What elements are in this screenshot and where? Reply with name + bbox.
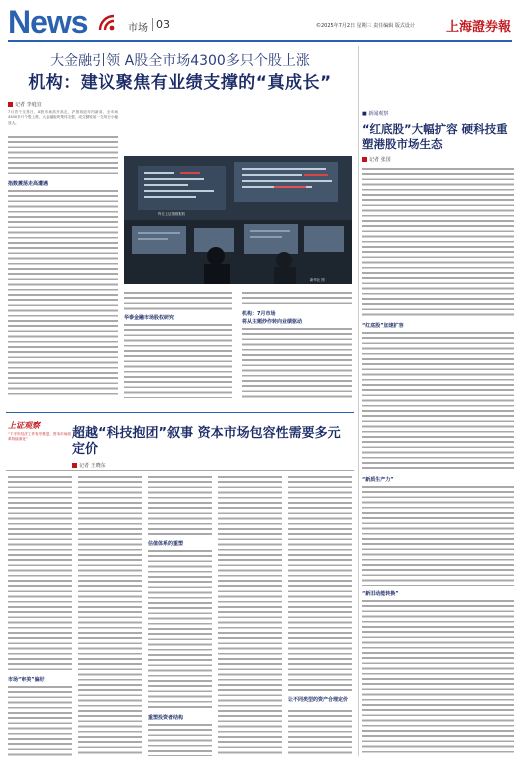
right-byline (362, 156, 391, 163)
lower-text-block (288, 476, 352, 692)
lower-subhead-3: 重塑投资者结构 (148, 715, 184, 721)
brand-wordmark: News (8, 4, 88, 40)
right-tag-text: ■ 新闻观察 (362, 111, 389, 117)
lower-badge: 上证观察 (8, 421, 40, 430)
lower-headline: 超越“科技抱团”叙事 资本市场包容性需要多元定价 (72, 426, 341, 457)
lead-byline (8, 101, 42, 108)
lower-story (6, 410, 354, 760)
byline-marker-icon (362, 157, 367, 162)
lead-text-block (8, 190, 118, 398)
lower-byline (72, 462, 106, 469)
right-byline-text: 记者 张国 (369, 157, 391, 163)
signal-arcs-icon (96, 10, 120, 34)
lead-intro: 7月首个交易日，A股市场高开高走，沪指再创年内新高，全市场4300多只个股上涨，大金融板块集体走强，成交额较前一交易日小幅放大。 (8, 110, 118, 125)
lead-text-block (242, 292, 352, 306)
lead-subhead-3: 华泰金融市场股权研究 (124, 315, 175, 321)
right-subhead-2: “新质生产力” (362, 477, 394, 483)
right-tag (362, 110, 388, 117)
date-line: ©2025年7月2日 星期三 责任编辑 版式设计 (316, 23, 415, 29)
lead-subhead-4: 机构：7月市场 (242, 311, 276, 317)
right-text-block (362, 332, 514, 472)
trading-floor-image (124, 156, 352, 284)
lead-headline: 机构：建议聚焦有业绩支撑的“真成长” (28, 73, 332, 93)
right-text-block (362, 168, 514, 318)
lead-text-block (242, 328, 352, 398)
masthead-rule (8, 40, 512, 42)
right-text-block (362, 486, 514, 586)
lead-photo (124, 156, 352, 284)
lead-byline-text: 记者 李庭宜 (15, 102, 42, 108)
photo-overlay-caption: 昨日上证指数报收 (158, 212, 186, 216)
paper-logo: 上海證券報 (446, 20, 512, 35)
lower-text-block (78, 476, 142, 756)
lower-text-block (218, 476, 282, 756)
lower-byline-text: 记者 王晓东 (79, 463, 106, 469)
byline-marker-icon (8, 102, 13, 107)
section-name: 市场 (128, 23, 148, 34)
lower-text-block (8, 686, 72, 756)
right-text-block (362, 600, 514, 756)
lower-text-block (148, 550, 212, 710)
lower-text-block (288, 710, 352, 756)
masthead (0, 0, 520, 50)
masthead-divider (152, 18, 153, 31)
right-subhead-3: “新旧动能转换” (362, 591, 399, 597)
right-headline: “红底股”大幅扩容 硬科技重塑港股市场生态 (362, 122, 508, 151)
lower-text-block (148, 724, 212, 756)
right-subhead-1: “红底股”加速扩容 (362, 323, 404, 329)
lead-text-block (124, 292, 232, 310)
right-story (362, 44, 514, 760)
lead-subhead-5: 将从主题炒作转向业绩驱动 (242, 319, 303, 325)
lower-headline-rule (6, 470, 354, 471)
lead-subhead-1: 指数震荡走高遭遇 (8, 181, 49, 187)
lower-text-block (8, 476, 72, 672)
lead-story (6, 44, 354, 404)
lead-text-block (8, 136, 118, 176)
lower-subhead-1: 市场“审美”偏好 (8, 677, 45, 683)
lower-top-rule (6, 412, 354, 413)
byline-marker-icon (72, 463, 77, 468)
lead-kicker: 大金融引领 A股全市场4300多只个股上涨 (50, 53, 310, 69)
lower-text-block (148, 476, 212, 536)
photo-credit: 新华社 图 (310, 278, 325, 282)
lower-deck: “下半年经济工作有序推进，资本市场改革持续深化” (8, 432, 71, 441)
lead-text-block (124, 324, 232, 398)
lower-subhead-2: 估值体系的重塑 (148, 541, 184, 547)
column-rule (358, 46, 359, 756)
page-number: 03 (156, 18, 170, 31)
lower-subhead-4: 让不同类型的资产合理定价 (288, 697, 349, 703)
